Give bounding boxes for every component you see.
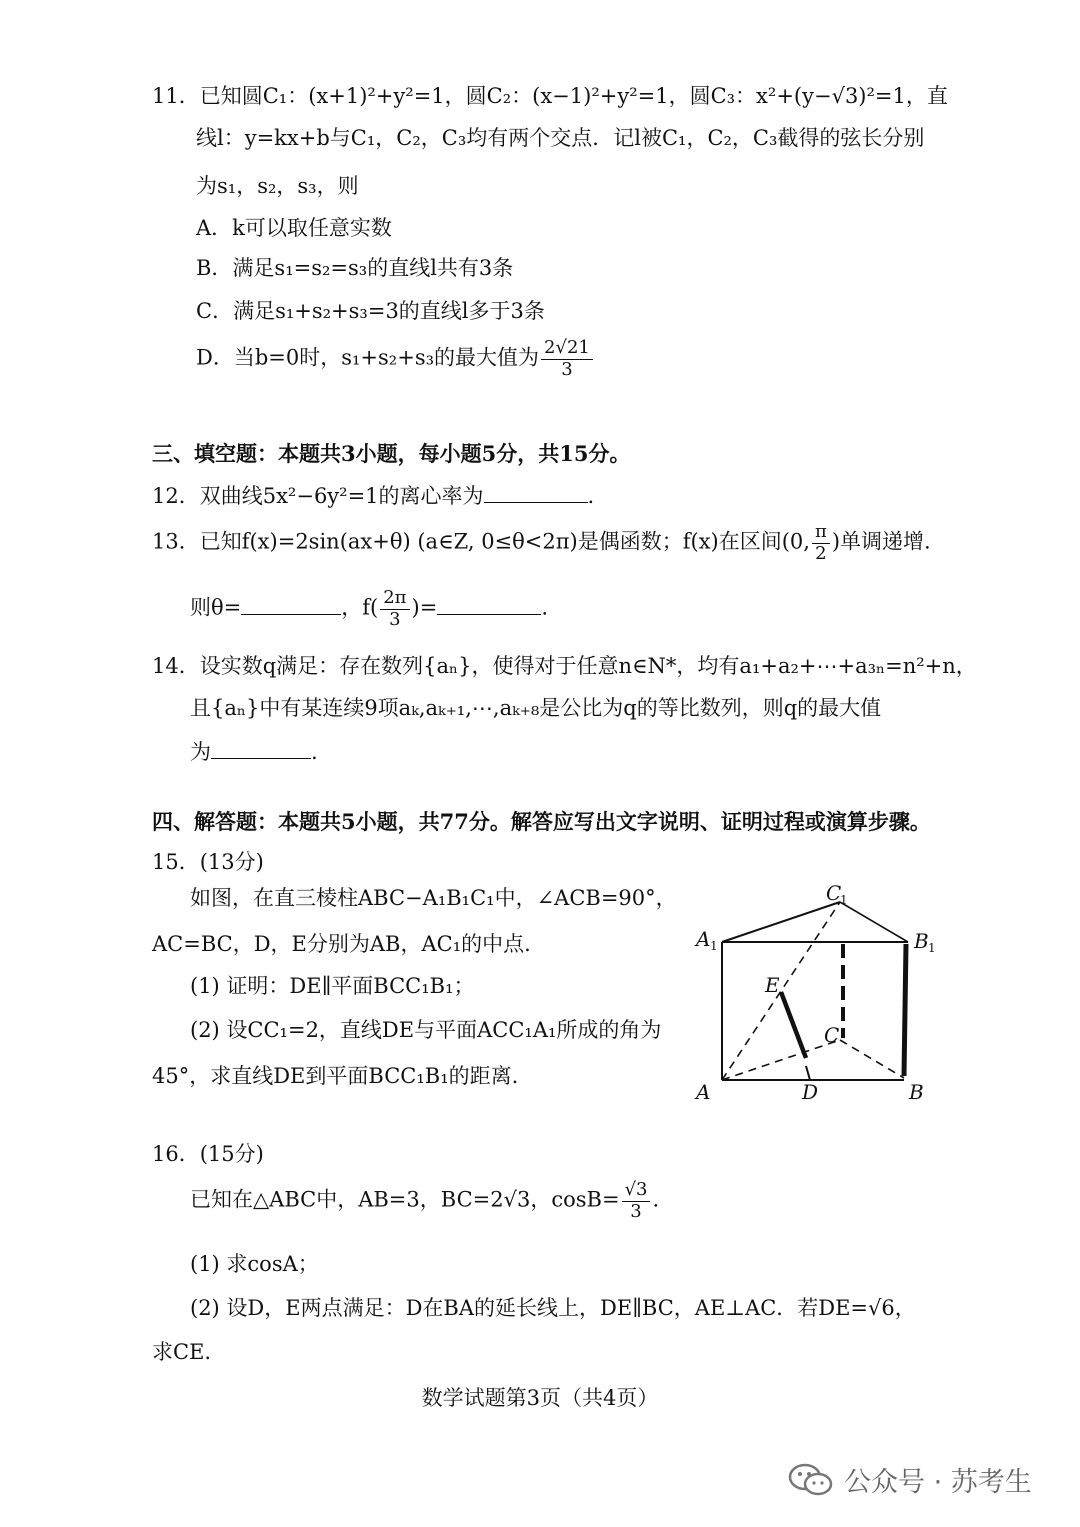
q13-f-label: ，f( — [341, 595, 379, 620]
q14-end: . — [311, 740, 318, 764]
q16-heading: 16．(15分) — [152, 1142, 264, 1166]
q15-heading: 15．(13分) — [152, 850, 264, 874]
q12 — [152, 480, 594, 510]
q15-line2: AC=BC，D，E分别为AB，AC₁的中点. — [152, 932, 531, 956]
fraction-denominator: 3 — [630, 1200, 642, 1222]
q11-line1: 11．已知圆C₁：(x+1)²+y²=1，圆C₂：(x−1)²+y²=1，圆C₃：x²+(y−√3)²=1，直 — [152, 84, 948, 108]
label-a: A — [696, 1080, 711, 1104]
fraction-numerator: π — [812, 522, 830, 544]
edge-bb1 — [904, 944, 906, 1076]
watermark-text: 公众号 · 苏考生 — [844, 1467, 1032, 1498]
q13-theta-label: 则θ= — [190, 595, 242, 620]
q11-line3: 为s₁，s₂，s₃，则 — [196, 174, 359, 198]
q12-text: 12．双曲线5x²−6y²=1的离心率为 — [152, 484, 484, 508]
label-a1: A — [696, 927, 711, 951]
q13-f-eq: )= — [411, 595, 438, 620]
fraction-numerator: √3 — [622, 1180, 651, 1202]
fraction-numerator: 2π — [380, 588, 409, 610]
q13-f-fraction — [380, 588, 409, 630]
q15-part2b: 45°，求直线DE到平面BCC₁B₁的距离. — [152, 1064, 519, 1088]
fraction-denominator: 3 — [561, 358, 573, 380]
q16-line1-text: 已知在△ABC中，AB=3，BC=2√3，cosB= — [190, 1187, 620, 1212]
label-c: C — [824, 1023, 840, 1047]
wechat-icon — [788, 1463, 834, 1497]
q11-option-b: B．满足s₁=s₂=s₃的直线l共有3条 — [196, 256, 514, 280]
q11-option-d-text: D．当b=0时，s₁+s₂+s₃的最大值为 — [196, 345, 540, 370]
q15-part2a: (2) 设CC₁=2，直线DE与平面ACC₁A₁所成的角为 — [190, 1018, 662, 1042]
edge-a1c1 — [722, 902, 840, 942]
q16-line1-end: . — [652, 1187, 660, 1212]
q12-answer-blank[interactable] — [484, 484, 588, 503]
d-tick — [806, 1066, 810, 1080]
q13-fraction — [812, 522, 830, 564]
q15-part1: (1) 证明：DE∥平面BCC₁B₁； — [190, 974, 475, 998]
page-footer: 数学试题第3页（共4页） — [421, 1386, 659, 1410]
label-c1: C — [826, 881, 842, 905]
q11-option-a: A．k可以取任意实数 — [196, 216, 392, 240]
q13-line2 — [190, 588, 548, 630]
fraction-denominator: 3 — [389, 608, 401, 630]
label-d: D — [802, 1080, 819, 1104]
q13-line1 — [152, 522, 931, 564]
q16-part2a: (2) 设D，E两点满足：D在BA的延长线上，DE∥BC，AE⊥AC．若DE=√6， — [190, 1296, 916, 1320]
edge-cb — [840, 1040, 904, 1078]
q13-text-b: )单调递增. — [831, 529, 931, 554]
edge-ac — [722, 1040, 840, 1080]
label-b: B — [909, 1080, 924, 1104]
edge-c1b1 — [840, 902, 908, 942]
section-answer-heading: 四、解答题：本题共5小题，共77分。解答应写出文字说明、证明过程或演算步骤。 — [152, 809, 931, 834]
q13-text-a: 13．已知f(x)=2sin(ax+θ) (a∈Z, 0≤θ<2π)是偶函数；f(x)在区间(0, — [152, 529, 810, 554]
q16-cosb-fraction — [622, 1180, 651, 1222]
watermark — [788, 1460, 1032, 1499]
q13-f-blank[interactable] — [437, 596, 541, 615]
q11-option-d-fraction — [541, 338, 593, 380]
q12-end: . — [587, 484, 595, 508]
diag-ac1 — [722, 902, 840, 1080]
q15-line1: 如图，在直三棱柱ABC−A₁B₁C₁中，∠ACB=90°， — [190, 886, 677, 910]
q16-part1: (1) 求cosA； — [190, 1252, 319, 1276]
label-e: E — [765, 973, 780, 997]
q14-answer-blank[interactable] — [211, 740, 311, 759]
prism-figure — [690, 872, 940, 1112]
q11-option-d — [196, 338, 595, 380]
label-a1-sub: 1 — [710, 939, 718, 953]
q13-end: . — [541, 595, 548, 620]
label-b1-sub: 1 — [928, 941, 936, 955]
q14-line3 — [190, 736, 318, 766]
section-fill-in-heading: 三、填空题：本题共3小题，每小题5分，共15分。 — [152, 441, 631, 466]
label-c1-sub: 1 — [840, 893, 848, 907]
fraction-numerator: 2√21 — [541, 338, 593, 360]
q11-line2: 线l：y=kx+b与C₁，C₂，C₃均有两个交点．记l被C₁，C₂，C₃截得的弦长分别 — [196, 126, 925, 150]
label-b1: B — [914, 929, 929, 953]
q16-line1 — [190, 1180, 659, 1222]
fraction-denominator: 2 — [815, 542, 827, 564]
q14-line3-label: 为 — [190, 740, 211, 764]
q11-option-c: C．满足s₁+s₂+s₃=3的直线l多于3条 — [196, 299, 545, 323]
q13-theta-blank[interactable] — [241, 596, 341, 615]
segment-de — [781, 992, 806, 1058]
q14-line2: 且{aₙ}中有某连续9项aₖ,aₖ₊₁,⋯,aₖ₊₈是公比为q的等比数列，则q的最大值 — [190, 696, 882, 720]
q14-line1: 14．设实数q满足：存在数列{aₙ}，使得对于任意n∈N*，均有a₁+a₂+⋯+a₃ₙ=n²+n， — [152, 654, 977, 678]
q16-part2b: 求CE. — [152, 1340, 212, 1364]
